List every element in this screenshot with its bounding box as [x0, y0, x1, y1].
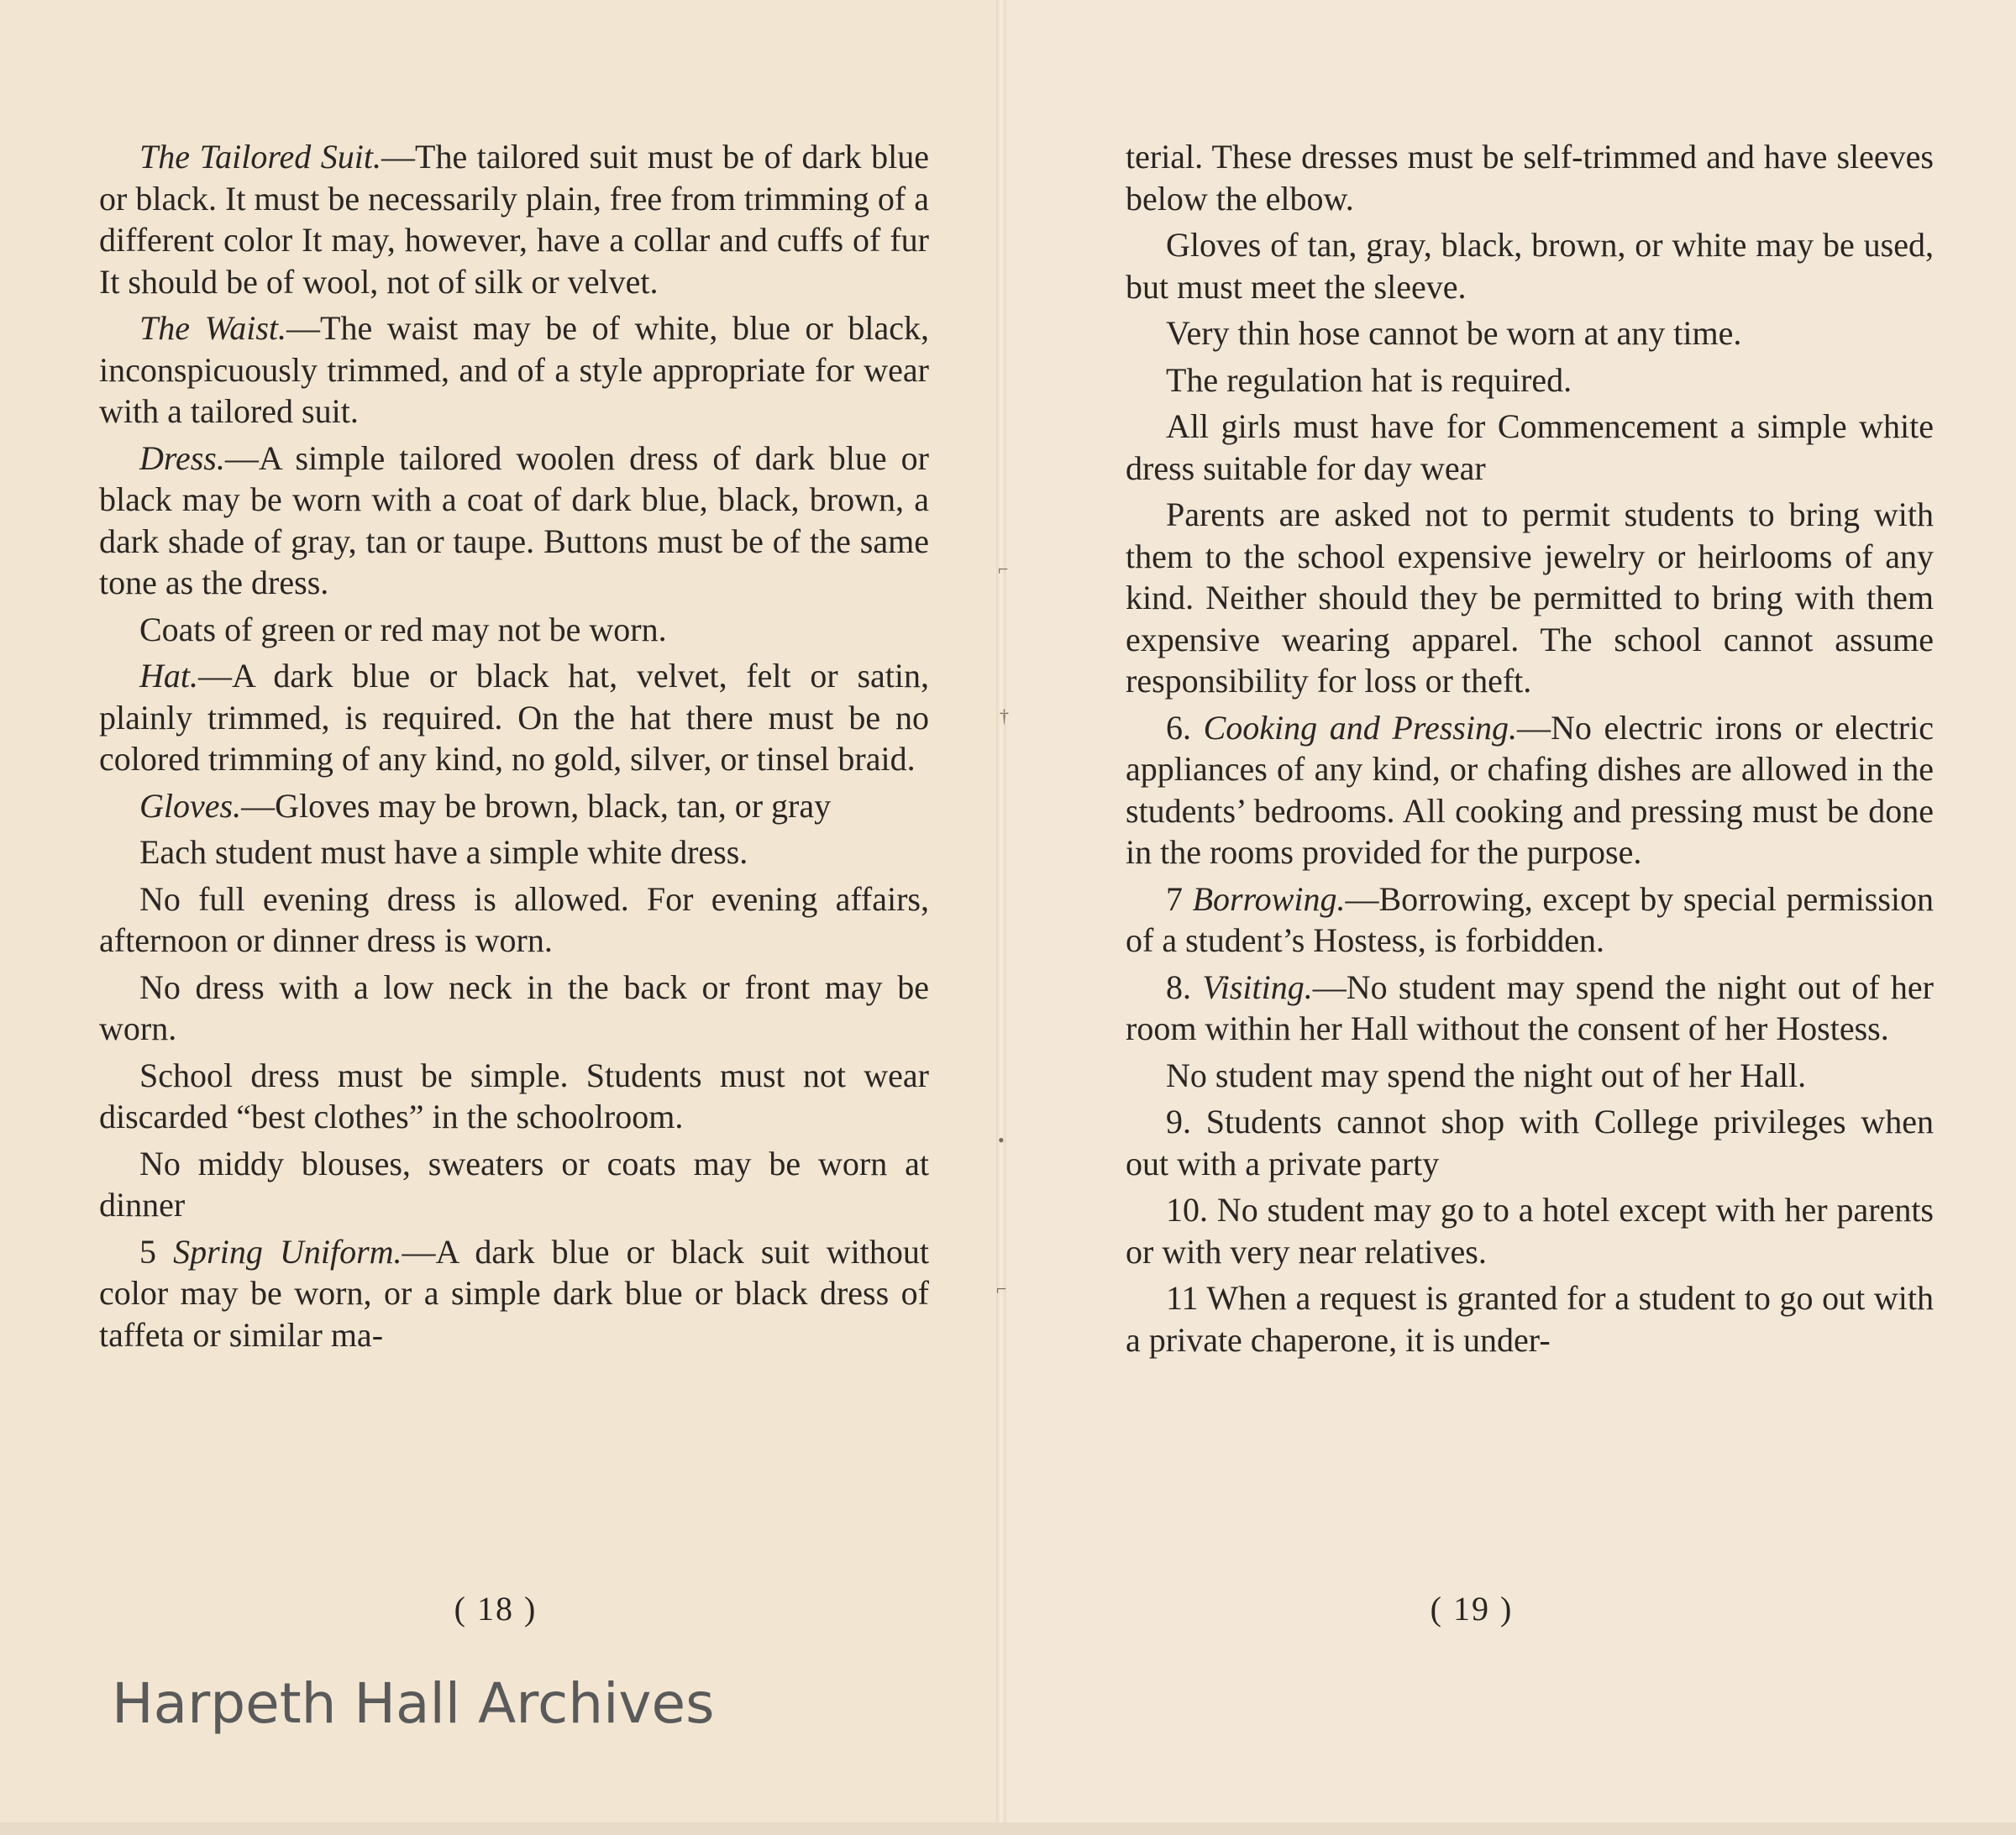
paragraph	[1126, 878, 1934, 962]
paragraph	[1126, 359, 1934, 401]
staple-mark-icon: ⌐	[996, 1278, 1007, 1299]
paragraph-text: —No electric irons or electric appliances of any kind, or chafing dishes are allowed in the students’ bedrooms. All cooking and pressing must be done in the rooms provided for the purpose.	[1126, 708, 1934, 871]
paragraph	[99, 878, 929, 962]
section-heading: Borrowing.	[1192, 879, 1346, 918]
left-page-text	[99, 136, 929, 1361]
paragraph-text: All girls must have for Commencement a simple white dress suitable for day wear	[1126, 407, 1934, 487]
rule-number: 6.	[1166, 708, 1204, 747]
staple-mark-icon: †	[1000, 705, 1009, 726]
paragraph	[99, 1143, 929, 1226]
paragraph	[1126, 1101, 1934, 1184]
paragraph	[1126, 707, 1934, 873]
paragraph-text: School dress must be simple. Students must not wear discarded “best clothes” in the schoolroom.	[99, 1056, 929, 1135]
section-heading: Hat.	[139, 657, 198, 695]
paragraph-text: —A dark blue or black hat, velvet, felt or satin, plainly trimmed, is required. On the hat there must be no colored trimming of any kind, no gold, silver, or tinsel braid.	[99, 657, 929, 778]
paragraph	[99, 831, 929, 873]
rule-number: 7	[1166, 879, 1193, 918]
paragraph-text: Parents are asked not to permit students to bring with them to the school expensive jewelry or heirlooms of any kind. Neither should they be permitted to bring with them expensive wearing apparel. The school cannot assume responsibility for loss or theft.	[1126, 495, 1934, 700]
paragraph	[99, 609, 929, 651]
paragraph-text: Each student must have a simple white dress.	[139, 833, 748, 871]
section-heading: Visiting.	[1202, 967, 1313, 1006]
paragraph-text: —No student may spend the night out of her room within her Hall without the consent of her Hostess.	[1126, 967, 1935, 1047]
page-18	[0, 0, 1001, 1835]
paragraph	[1126, 1277, 1934, 1361]
paragraph	[1126, 967, 1934, 1050]
section-heading: The Tailored Suit.	[139, 138, 382, 176]
paragraph-text: 11 When a request is granted for a student to go out with a private chaperone, it is under-	[1126, 1279, 1934, 1359]
paragraph	[99, 136, 929, 302]
paragraph-text: 9. Students cannot shop with College privileges when out with a private party	[1126, 1103, 1934, 1182]
paragraph	[99, 967, 929, 1050]
paragraph-text: —Borrowing, except by special permission of a student’s Hostess, is forbidden.	[1126, 879, 1935, 959]
paragraph-text: No full evening dress is allowed. For evening affairs, afternoon or dinner dress is worn.	[99, 879, 929, 959]
paragraph-text: terial. These dresses must be self-trimmed and have sleeves below the elbow.	[1126, 138, 1934, 218]
paragraph-text: Gloves of tan, gray, black, brown, or white may be used, but must meet the sleeve.	[1126, 226, 1934, 306]
staple-mark-icon: •	[998, 1130, 1005, 1151]
section-heading: Gloves.	[139, 786, 242, 825]
staple-mark-icon: ⌐	[998, 558, 1009, 579]
watermark: Harpeth Hall Archives	[112, 1671, 715, 1736]
page-bottom-edge	[0, 1822, 2016, 1835]
section-heading: Cooking and Pressing.	[1203, 708, 1517, 747]
paragraph-text: —A simple tailored woolen dress of dark blue or black may be worn with a coat of dark blue, black, brown, a dark shade of gray, tan or taupe. Buttons must be of the same tone as the dress.	[99, 438, 929, 601]
paragraph	[1126, 1055, 1934, 1097]
paragraph-text: Very thin hose cannot be worn at any time.	[1166, 314, 1742, 352]
paragraph	[99, 785, 929, 827]
paragraph-text: —The waist may be of white, blue or black, inconspicuously trimmed, and of a style appropriate for wear with a tailored suit.	[99, 309, 929, 430]
paragraph	[1126, 1189, 1934, 1272]
paragraph-text: —The tailored suit must be of dark blue or black. It must be necessarily plain, free from trimming of a different color It may, however, have a collar and cuffs of fur It should be of wool, not of silk or velvet.	[99, 138, 929, 301]
section-heading: Spring Uniform.	[173, 1232, 402, 1271]
paragraph-text: No middy blouses, sweaters or coats may be worn at dinner	[99, 1144, 929, 1224]
section-heading: Dress.	[139, 438, 225, 477]
paragraph	[1126, 136, 1934, 219]
paragraph	[99, 1055, 929, 1138]
paragraph-text: Coats of green or red may not be worn.	[139, 610, 667, 648]
page-number-left: ( 18 )	[454, 1590, 538, 1628]
paragraph	[1126, 312, 1934, 354]
paragraph	[99, 307, 929, 433]
paragraph-text: —A dark blue or black suit without color may be worn, or a simple dark blue or black dress of taffeta or similar ma-	[99, 1232, 929, 1354]
page-19	[1001, 0, 2016, 1835]
paragraph-text: —Gloves may be brown, black, tan, or gray	[241, 786, 832, 825]
paragraph-text: 10. No student may go to a hotel except with her parents or with very near relatives.	[1126, 1191, 1934, 1271]
book-gutter	[996, 0, 1009, 1835]
page-number-right: ( 19 )	[1430, 1590, 1514, 1628]
section-heading: The Waist.	[139, 309, 287, 347]
paragraph	[99, 655, 929, 780]
paragraph	[1126, 224, 1934, 307]
paragraph	[99, 1231, 929, 1356]
paragraph	[99, 438, 929, 604]
right-page-text	[1126, 136, 1934, 1366]
paragraph	[1126, 494, 1934, 702]
rule-number: 8.	[1166, 967, 1203, 1006]
paragraph-text: No dress with a low neck in the back or front may be worn.	[99, 967, 929, 1047]
paragraph-text: The regulation hat is required.	[1166, 360, 1572, 399]
paragraph-text: No student may spend the night out of her Hall.	[1166, 1056, 1807, 1094]
rule-number: 5	[139, 1232, 174, 1271]
paragraph	[1126, 406, 1934, 489]
